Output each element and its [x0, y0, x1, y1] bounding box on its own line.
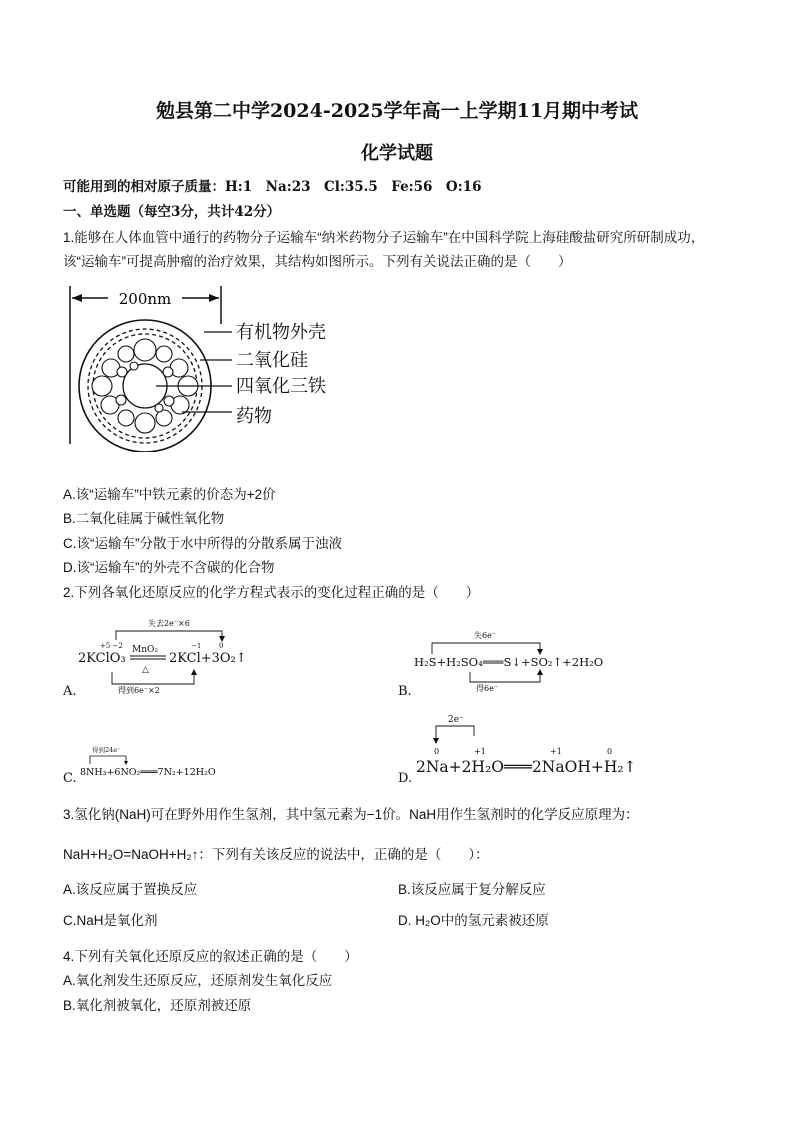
q1-stem-line2: 该“运输车”可提高肿瘤的治疗效果，其结构如图所示。下列有关说法正确的是（ ）	[63, 254, 572, 269]
nanocarrier-figure	[64, 284, 364, 452]
q2-option-c-label: C.	[63, 771, 77, 786]
c-bracket	[90, 756, 126, 764]
q3-option-a: A.该反应属于置换反应	[63, 882, 198, 897]
drug-particle	[135, 413, 155, 433]
q3-option-b: B.该反应属于复分解反应	[398, 882, 546, 897]
section-heading: 一、单选题（每空3分，共计42分）	[63, 204, 281, 220]
a-heat: △	[142, 665, 149, 675]
b-bottom-bracket	[470, 672, 540, 682]
q2-option-d-equation	[414, 712, 644, 782]
a-ox-states: +5 −2	[100, 642, 123, 650]
d-ox-state-h2o: +1	[474, 747, 486, 756]
q4-option-b: B.氧化剂被氧化，还原剂被还原	[63, 998, 252, 1013]
drug-particle	[134, 339, 156, 361]
drug-particle	[116, 395, 126, 405]
drug-particle	[118, 346, 134, 362]
dimension-arrow-right	[209, 294, 219, 302]
drug-particle	[156, 346, 172, 362]
q1-stem-line1: 1.能够在人体血管中通行的药物分子运输车“纳米药物分子运输车”在中国科学院上海硅酸盐研究所研制成功，	[63, 230, 705, 245]
drug-particle	[164, 396, 174, 406]
drug-particle	[92, 376, 112, 396]
d-arrow	[433, 738, 439, 744]
b-top-bracket	[432, 643, 540, 654]
atomic-masses: 可能用到的相对原子质量：H:1 Na:23 Cl:35.5 Fe:56 O:16	[63, 179, 482, 195]
q2-stem: 2.下列各氧化还原反应的化学方程式表示的变化过程正确的是（ ）	[63, 585, 480, 600]
c-arrow	[124, 761, 128, 765]
q3-stem-line2: NaH+H₂O=NaOH+H₂↑：下列有关该反应的说法中，正确的是（ ）：	[63, 847, 489, 862]
q3-option-d: D. H₂O中的氢元素被还原	[398, 913, 549, 928]
drug-particle	[163, 367, 173, 377]
q2-option-a-label: A.	[63, 684, 77, 699]
b-bottom-arrow	[537, 669, 543, 675]
drug-particle	[155, 404, 163, 412]
dimension-arrow-left	[72, 294, 82, 302]
drug-particle	[118, 410, 134, 426]
a-top-bracket	[116, 631, 222, 640]
drug-particle	[117, 367, 127, 377]
label-fe3o4: 四氧化三铁	[236, 376, 326, 397]
q2-option-d-label: D.	[398, 771, 413, 786]
d-equation: 2Na+2H₂O═══2NaOH+H₂↑	[416, 758, 637, 776]
exam-subtitle: 化学试题	[361, 143, 433, 164]
q1-option-c: C.该“运输车”分散于水中所得的分散系属于浊液	[63, 536, 342, 551]
size-label: 200nm	[118, 290, 172, 308]
c-equation: 8NH₃+6NO₂═══7N₂+12H₂O	[80, 767, 216, 778]
d-bracket	[436, 726, 474, 742]
d-ox-state-h2: 0	[607, 747, 613, 756]
drug-particle	[130, 362, 138, 370]
a-ox-state-cl: −1	[191, 642, 202, 650]
q1-option-d: D.该“运输车”的外壳不含碳的化合物	[63, 560, 275, 575]
b-top-note: 失6e⁻	[474, 631, 497, 640]
exam-title: 勉县第二中学2024-2025学年高一上学期11月期中考试	[155, 100, 639, 122]
c-note: 得到24e⁻	[92, 746, 121, 754]
a-bottom-arrow	[191, 669, 197, 675]
q3-stem-line1: 3.氢化钠(NaH)可在野外用作生氢剂，其中氢元素为−1价。NaH用作生氢剂时的化学反应原理为：	[63, 807, 639, 822]
a-product: 2KCl+3O₂↑	[169, 651, 247, 666]
q2-option-b-label: B.	[398, 684, 412, 699]
q2-option-c-equation	[78, 744, 238, 780]
q1-option-a: A.该“运输车”中铁元素的价态为+2价	[63, 487, 276, 502]
q4-stem: 4.下列有关氧化还原反应的叙述正确的是（ ）	[63, 949, 358, 964]
a-bottom-note: 得到6e⁻×2	[118, 686, 160, 694]
a-bottom-bracket	[112, 672, 194, 684]
q4-option-a: A.氧化剂发生还原反应，还原剂发生氧化反应	[63, 973, 333, 988]
q2-option-b-equation	[412, 628, 622, 698]
b-bottom-note: 得6e⁻	[476, 684, 499, 693]
label-silica: 二氧化硅	[236, 350, 308, 371]
a-ox-state-o: 0	[219, 642, 224, 650]
q3-option-c: C.NaH是氧化剂	[63, 913, 158, 928]
label-drug: 药物	[236, 406, 272, 427]
a-reactant: 2KClO₃	[78, 651, 126, 666]
d-ox-state-na: 0	[434, 747, 440, 756]
d-note: 2e⁻	[448, 715, 464, 725]
label-organic-shell: 有机物外壳	[236, 322, 326, 343]
a-catalyst: MnO₂	[132, 645, 158, 655]
q1-option-b: B.二氧化硅属于碱性氧化物	[63, 511, 225, 526]
d-ox-state-naoh: +1	[550, 747, 562, 756]
b-equation: H₂S+H₂SO₄═══S↓+SO₂↑+2H₂O	[414, 655, 604, 669]
q2-option-a-equation	[78, 612, 278, 694]
a-top-note: 失去2e⁻×6	[148, 619, 190, 628]
